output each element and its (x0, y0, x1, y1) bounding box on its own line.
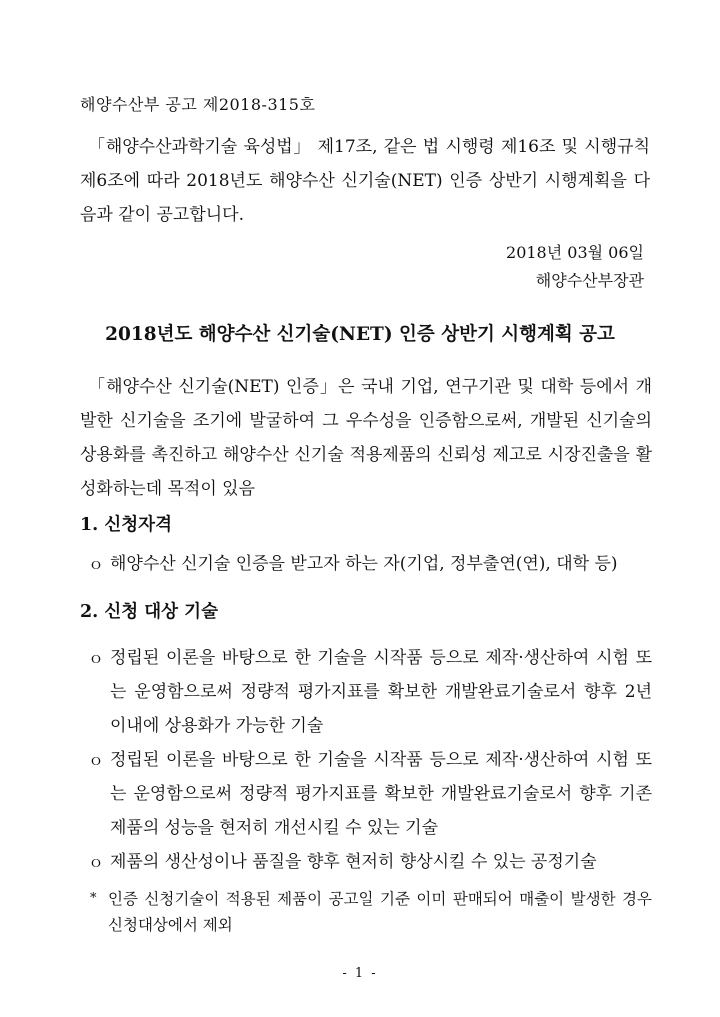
section-heading-target-tech: 2. 신청 대상 기술 (80, 602, 218, 622)
bullet-icon: ｏ (88, 649, 104, 667)
section-heading-eligibility: 1. 신청자격 (80, 515, 172, 535)
asterisk-icon: * (90, 891, 97, 906)
list-item (80, 641, 652, 743)
notice-number: 해양수산부 공고 제2018-315호 (80, 95, 316, 114)
list-item-text: 정립된 이론을 바탕으로 한 기술을 시작품 등으로 제작·생산하여 시험 또는 운영함으로써 정량적 평가지표를 확보한 개발완료기술로서 향후 기존 제품의 성능을 현저히 개선시킬 수 있는 기술 (110, 750, 652, 838)
list-item-text: 제품의 생산성이나 품질을 향후 현저히 향상시킬 수 있는 공정기술 (110, 852, 597, 872)
document-title: 2018년도 해양수산 신기술(NET) 인증 상반기 시행계획 공고 (105, 324, 615, 345)
signatory: 해양수산부장관 (535, 271, 644, 290)
list-item (80, 743, 652, 845)
footnote (90, 886, 652, 938)
page-number: - 1 - (342, 966, 378, 981)
notice-date: 2018년 03월 06일 (506, 243, 644, 262)
bullet-icon: ｏ (88, 751, 104, 769)
intro-paragraph: 「해양수산과학기술 육성법」 제17조, 같은 법 시행령 제16조 및 시행규칙 제6조에 따라 2018년도 해양수산 신기술(NET) 인증 상반기 시행계획을 다음과 같이 공고합니다. (80, 137, 650, 225)
purpose-paragraph: 「해양수산 신기술(NET) 인증」은 국내 기업, 연구기관 및 대학 등에서 개발한 신기술을 조기에 발굴하여 그 우수성을 인증함으로써, 개발된 신기술의 상용화를 촉진하고 해양수산 신기술 적용제품의 신뢰성 제고로 시장진출을 활성화하는데 목적이 있음 (80, 377, 652, 499)
list-item (80, 845, 652, 879)
footnote-text: 인증 신청기술이 적용된 제품이 공고일 기준 이미 판매되어 매출이 발생한 경우 신청대상에서 제외 (108, 890, 652, 934)
list-item-text: 정립된 이론을 바탕으로 한 기술을 시작품 등으로 제작·생산하여 시험 또는 운영함으로써 정량적 평가지표를 확보한 개발완료기술로서 향후 2년 이내에 상용화가 가능한 기술 (110, 648, 652, 736)
list-item-text: 해양수산 신기술 인증을 받고자 하는 자(기업, 정부출연(연), 대학 등) (110, 554, 618, 574)
bullet-icon: ｏ (88, 555, 104, 573)
list-item (80, 547, 652, 581)
bullet-icon: ｏ (88, 853, 104, 871)
